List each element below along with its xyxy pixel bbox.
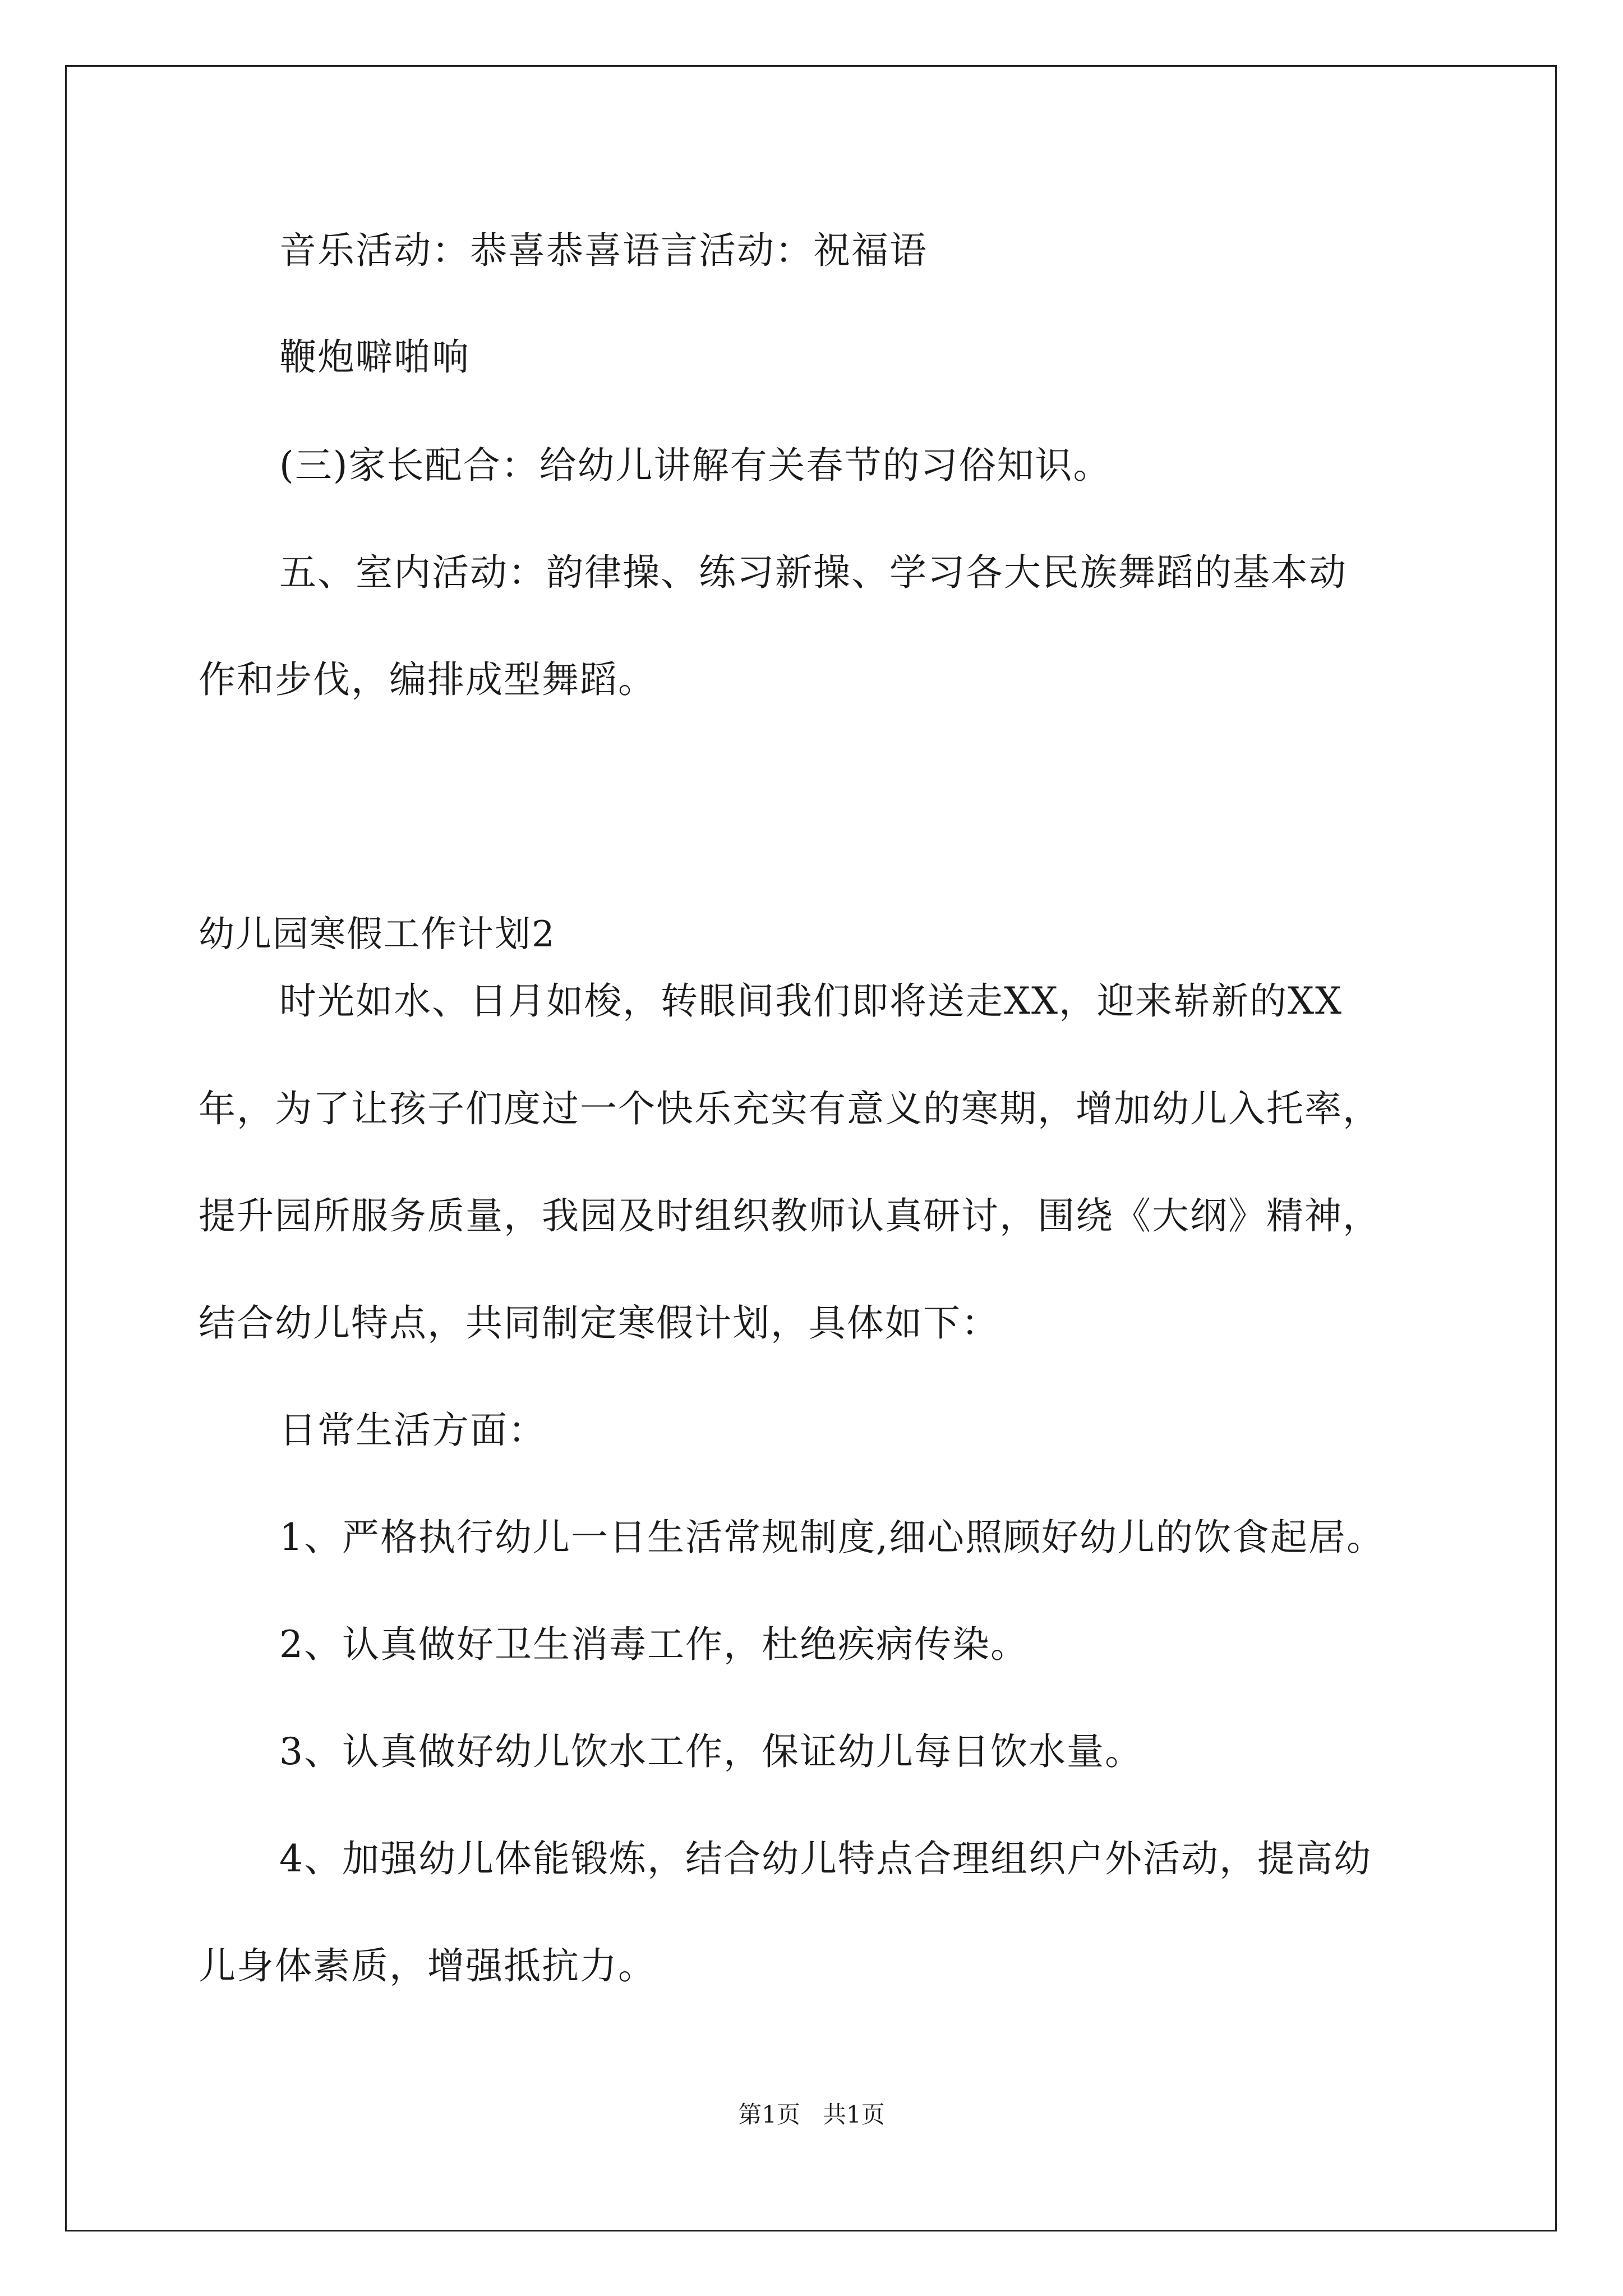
paragraph-line: (三)家长配合：给幼儿讲解有关春节的习俗知识。	[279, 444, 1112, 487]
page-number-footer: 第1页 共1页	[738, 2101, 885, 2128]
page-border	[65, 65, 1557, 2231]
paragraph-line: 提升园所服务质量，我园及时组织教师认真研讨，围绕《大纲》精神，	[199, 1194, 1381, 1237]
paragraph-line: 儿身体素质，增强抵抗力。	[199, 1944, 656, 1987]
paragraph-line: 时光如水、日月如梭，转眼间我们即将送走XX，迎来崭新的XX	[279, 979, 1343, 1023]
paragraph-line: 鞭炮噼啪响	[279, 335, 470, 379]
paragraph-line: 作和步伐，编排成型舞蹈。	[199, 658, 656, 701]
paragraph-line: 年，为了让孩子们度过一个快乐充实有意义的寒期，增加幼儿入托率，	[199, 1087, 1381, 1130]
list-item: 1、严格执行幼儿一日生活常规制度,细心照顾好幼儿的饮食起居。	[279, 1516, 1385, 1559]
list-item: 4、加强幼儿体能锻炼，结合幼儿特点合理组织户外活动，提高幼	[279, 1837, 1372, 1880]
paragraph-line: 日常生活方面：	[279, 1409, 546, 1452]
paragraph-line: 音乐活动：恭喜恭喜语言活动：祝福语	[279, 229, 928, 272]
list-item: 2、认真做好卫生消毒工作，杜绝疾病传染。	[279, 1623, 1029, 1666]
section-heading: 幼儿园寒假工作计划2	[199, 914, 556, 955]
list-item: 3、认真做好幼儿饮水工作，保证幼儿每日饮水量。	[279, 1730, 1143, 1773]
paragraph-line: 结合幼儿特点，共同制定寒假计划，具体如下：	[199, 1301, 999, 1345]
paragraph-line: 五、室内活动：韵律操、练习新操、学习各大民族舞蹈的基本动	[279, 551, 1347, 594]
